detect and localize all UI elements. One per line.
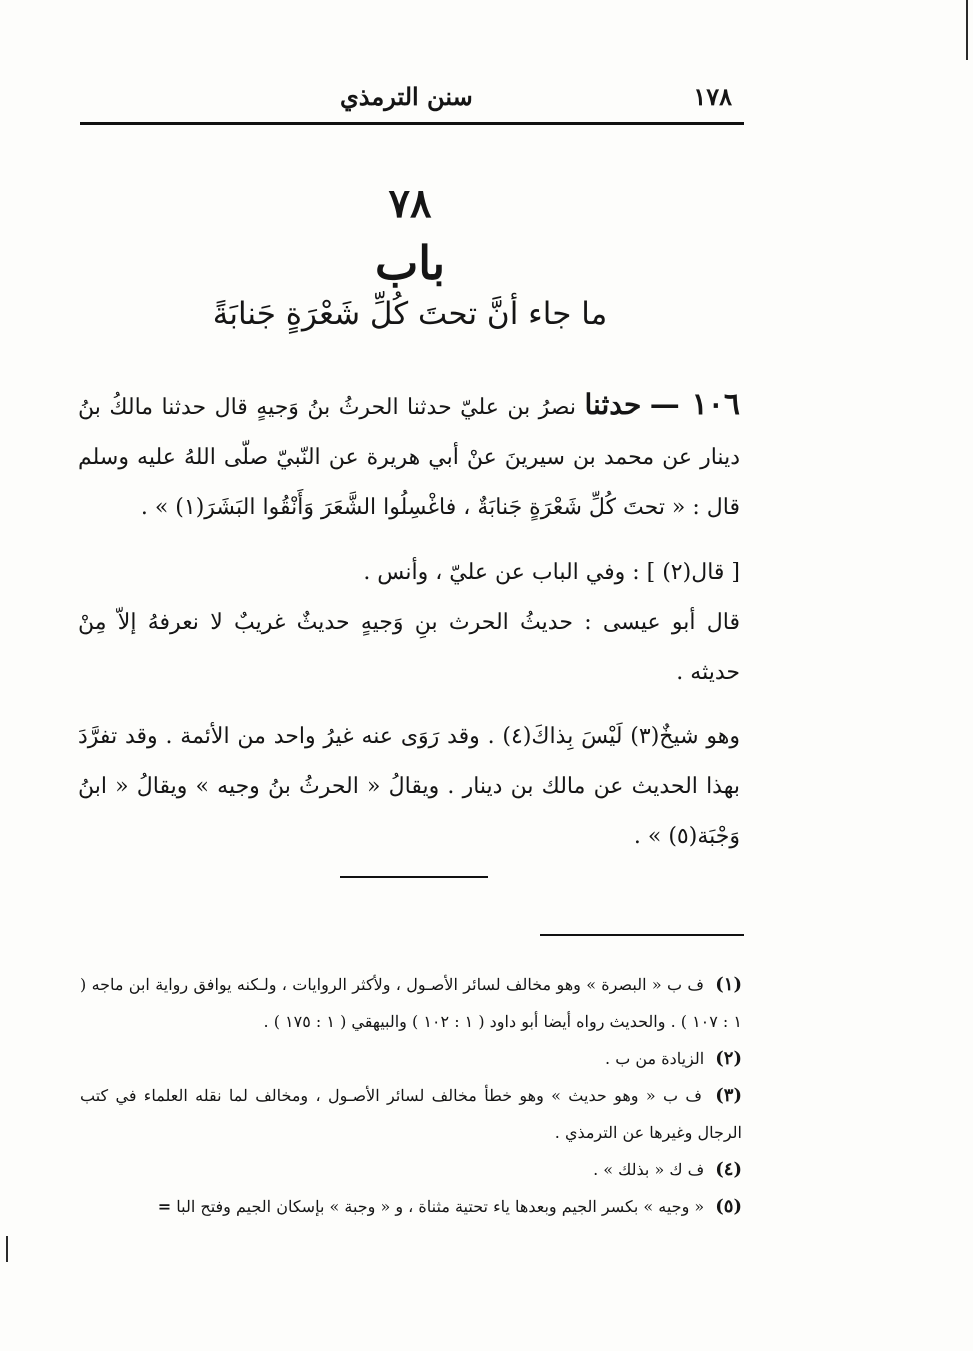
running-title: سنن الترمذي [340, 82, 473, 111]
chapter-bab-heading: باب [374, 236, 446, 290]
footnote-number: (٣) [715, 1085, 742, 1106]
footnote-number: (١) [715, 974, 742, 995]
footnote-4 [80, 1151, 742, 1188]
hadith-haddathana: حدثنا [584, 388, 642, 421]
body-paragraph-fil-bab: [ قال(٢) ] : وفي الباب عن عليّ ، وأنس . [363, 560, 740, 585]
body-paragraph-narrator: وهو شيخٌ(٣) لَيْسَ بِذاكَ(٤) . وقد رَوَى عنه غيرُ واحد من الأئمة . وقد تفرَّدَ بهذا الحديث عن مالك بن دينار . ويقالُ « الحرثُ بنُ وجيه » ويقالُ « ابنُ وَجْبَة(٥) » . [78, 724, 740, 849]
footnote-2 [80, 1040, 742, 1077]
section-separator [340, 876, 488, 878]
footnote-number: (٢) [715, 1048, 742, 1069]
hadith-paragraph [78, 380, 740, 533]
body-paragraph-abu-isa: قال أبو عيسى : حديثُ الحرث بنِ وَجيهٍ حديثٌ غريبٌ لا نعرفهُ إلاّ مِنْ حديثه . [78, 610, 740, 685]
footnote-text: ف ك « بذلك » . [593, 1160, 705, 1179]
page-edge-mark-top [966, 0, 968, 60]
footnote-3 [80, 1077, 742, 1151]
hadith-number: ١٠٦ — [649, 387, 740, 422]
page-header [80, 78, 740, 118]
footnote-text: « وجيه » بكسر الجيم وبعدها ياء تحتية مثناة ، و « وجبة » بإسكان الجيم وفتح البا [176, 1197, 705, 1216]
chapter-title: ما جاء أنَّ تحتَ كُلِّ شَعْرَةٍ جَنابَةً [212, 296, 608, 332]
footnote-text: ف ب « وهو حديث » وهو خطأ مخالف لسائر الأصـول ، ومخالف لما نقله العلماء في كتب الرجال وغيرها عن الترمذي . [80, 1086, 742, 1142]
footnote-text: الزيادة من ب . [605, 1049, 705, 1068]
chapter-number: ٧٨ [388, 180, 432, 227]
footnote-number: (٥) [715, 1196, 742, 1217]
footnote-rule [540, 934, 744, 936]
footnote-1 [80, 966, 742, 1040]
footnotes [80, 966, 742, 1225]
page-number: ١٧٨ [693, 82, 732, 111]
header-rule [80, 122, 744, 125]
footnote-number: (٤) [715, 1159, 742, 1180]
hadith-text: نصرُ بن عليّ حدثنا الحرثُ بنُ وَجيهٍ قال حدثنا مالكُ بنُ دينار عن محمد بن سيرينَ عنْ أبي هريرة عن النّبيّ صلّى اللهُ عليه وسلم قال : « تحتَ كُلِّ شَعْرَةٍ جَنابَةٌ ، فاغْسِلُوا الشَّعَرَ وَأَنْقُوا البَشَرَ(١) » . [78, 395, 740, 520]
footnote-5 [80, 1188, 742, 1225]
continuation-mark: = [157, 1197, 172, 1216]
page-edge-mark-left [6, 1236, 8, 1262]
footnote-text: ف ب « البصرة » وهو مخالف لسائر الأصـول ، ولأكثر الروايات ، ولـكنه يوافق رواية ابن ماجه ( ١ : ١٠٧ ) . والحديث رواه أيضا أبو داود ( ١ : ١٠٢ ) والبيهقي ( ١ : ١٧٥ ) . [80, 975, 742, 1031]
